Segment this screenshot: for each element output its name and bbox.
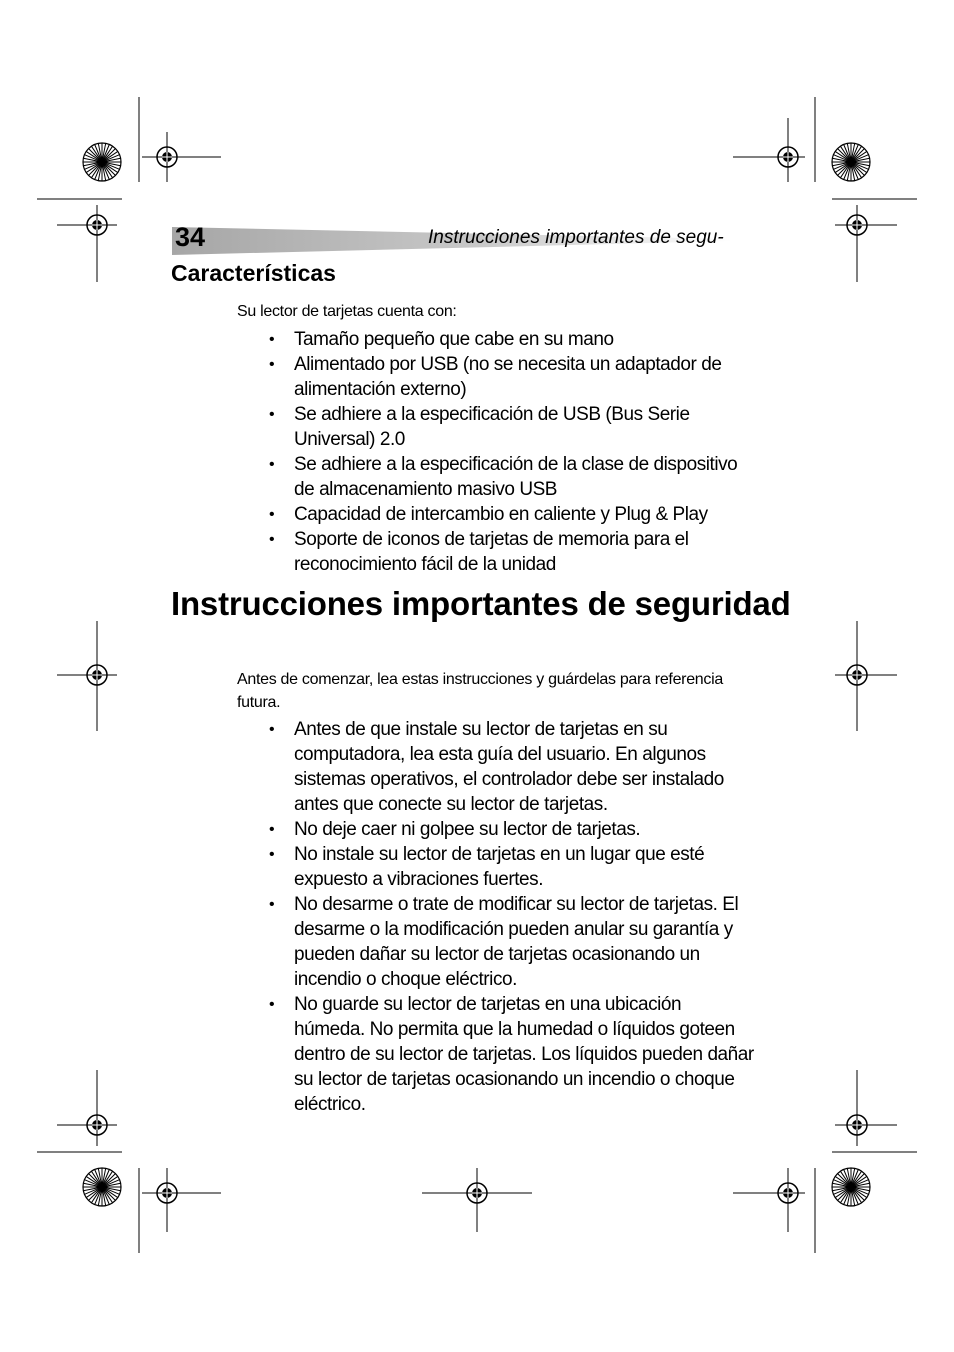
list-item-text: Tamaño pequeño que cabe en su mano <box>294 329 614 350</box>
safety-heading: Instrucciones importantes de seguridad <box>171 585 791 622</box>
list-item <box>0 402 754 452</box>
list-item <box>0 452 754 502</box>
list-item-text: No guarde su lector de tarjetas en una ubicación húmeda. No permita que la humedad o líquidos goteen dentro de su lector de tarjetas. Los líquidos pueden dañar su lector de tarjetas ocasionando un incendio o choque eléctrico. <box>294 994 754 1115</box>
features-list <box>0 327 954 577</box>
bullet-icon: • <box>269 721 275 738</box>
list-item <box>0 527 754 577</box>
bullet-icon: • <box>269 531 275 548</box>
list-item <box>0 502 754 527</box>
list-item-text: Antes de que instale su lector de tarjetas en su computadora, lea esta guía del usuario. En algunos sistemas operativos, el controlador debe ser instalado antes que conecte su lector de tarjetas. <box>294 719 724 815</box>
list-item-text: Se adhiere a la especificación de USB (Bus Serie Universal) 2.0 <box>294 404 690 450</box>
list-item <box>0 892 754 992</box>
list-item-text: Capacidad de intercambio en caliente y Plug & Play <box>294 504 708 525</box>
list-item-text: No desarme o trate de modificar su lector de tarjetas. El desarme o la modificación pueden anular su garantía y pueden dañar su lector de tarjetas ocasionando un incendio o choque eléctrico. <box>294 894 739 990</box>
list-item <box>0 717 754 817</box>
list-item <box>0 327 754 352</box>
running-head: Instrucciones importantes de segu- <box>428 227 724 248</box>
list-item <box>0 817 754 842</box>
list-item-text: No instale su lector de tarjetas en un lugar que esté expuesto a vibraciones fuertes. <box>294 844 705 890</box>
bullet-icon: • <box>269 356 275 373</box>
page-number: 34 <box>175 222 206 252</box>
bullet-icon: • <box>269 506 275 523</box>
bullet-icon: • <box>269 821 275 838</box>
features-intro: Su lector de tarjetas cuenta con: <box>237 303 457 320</box>
bullet-icon: • <box>269 456 275 473</box>
list-item-text: Alimentado por USB (no se necesita un adaptador de alimentación externo) <box>294 354 722 400</box>
features-heading: Características <box>171 260 336 286</box>
list-item-text: Soporte de iconos de tarjetas de memoria para el reconocimiento fácil de la unidad <box>294 529 689 575</box>
safety-intro: Antes de comenzar, lea estas instrucciones y guárdelas para referencia futura. <box>237 671 723 711</box>
safety-list <box>0 717 954 1117</box>
bullet-icon: • <box>269 996 275 1013</box>
list-item <box>0 352 754 402</box>
list-item-text: Se adhiere a la especificación de la clase de dispositivo de almacenamiento masivo USB <box>294 454 738 500</box>
bullet-icon: • <box>269 331 275 348</box>
bullet-icon: • <box>269 406 275 423</box>
bullet-icon: • <box>269 896 275 913</box>
list-item <box>0 842 754 892</box>
bullet-icon: • <box>269 846 275 863</box>
list-item-text: No deje caer ni golpee su lector de tarjetas. <box>294 819 641 840</box>
list-item <box>0 992 754 1117</box>
